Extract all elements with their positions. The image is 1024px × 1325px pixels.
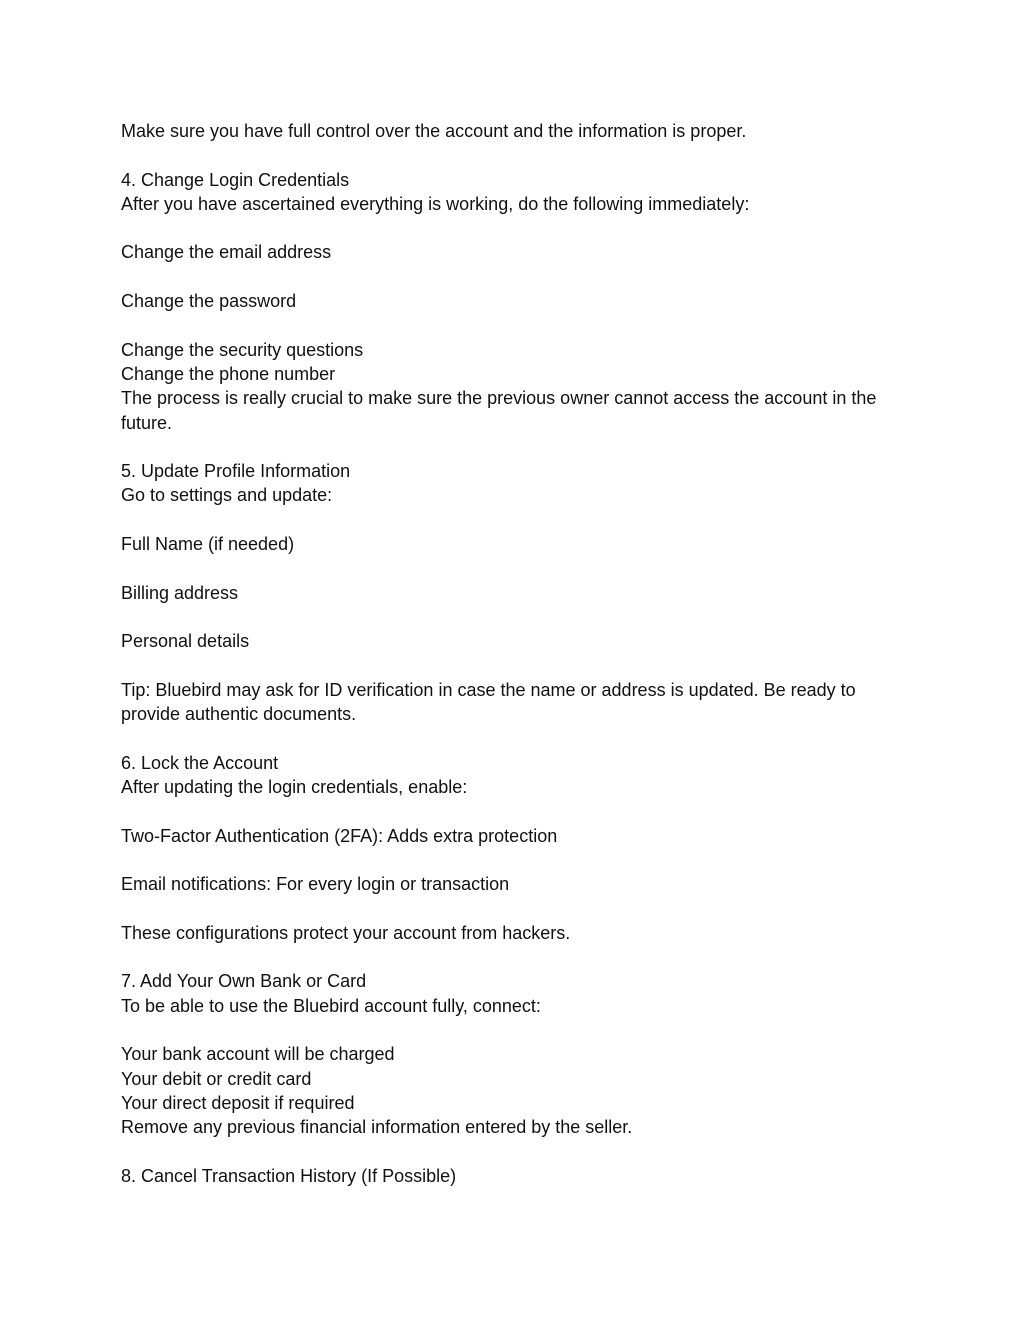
paragraph: Remove any previous financial information entered by the seller.	[121, 1117, 633, 1138]
list-item: Email notifications: For every login or transaction	[121, 874, 510, 895]
paragraph: After you have ascertained everything is working, do the following immediately:	[121, 193, 750, 214]
blank-line	[121, 799, 911, 823]
blank-line	[121, 265, 911, 289]
paragraph: To be able to use the Bluebird account fully, connect:	[121, 995, 541, 1016]
blank-line	[121, 897, 911, 921]
blank-line	[121, 848, 911, 872]
paragraph: These configurations protect your account from hackers.	[121, 922, 571, 943]
paragraph: Go to settings and update:	[121, 485, 333, 506]
paragraph: Make sure you have full control over the account and the information is proper.	[121, 121, 747, 141]
list-item: Change the phone number	[121, 363, 336, 384]
section-heading: 7. Add Your Own Bank or Card	[121, 971, 367, 992]
blank-line	[121, 726, 911, 750]
blank-line	[121, 508, 911, 532]
section-heading: 4. Change Login Credentials	[121, 169, 350, 190]
list-item: Your direct deposit if required	[121, 1092, 355, 1113]
blank-line	[121, 556, 911, 580]
blank-line	[121, 143, 911, 167]
blank-line	[121, 945, 911, 969]
blank-line	[121, 435, 911, 459]
blank-line	[121, 216, 911, 240]
list-item: Change the security questions	[121, 339, 364, 360]
blank-line	[121, 313, 911, 337]
list-item: Change the email address	[121, 242, 332, 263]
tip-paragraph: Tip: Bluebird may ask for ID verification in case the name or address is updated. Be ready to provide authentic documents.	[121, 679, 856, 725]
list-item: Billing address	[121, 582, 239, 603]
list-item: Full Name (if needed)	[121, 534, 295, 555]
blank-line	[121, 654, 911, 678]
list-item: Your bank account will be charged	[121, 1044, 395, 1065]
section-heading: 8. Cancel Transaction History (If Possible)	[121, 1165, 457, 1186]
list-item: Your debit or credit card	[121, 1068, 312, 1089]
blank-line	[121, 605, 911, 629]
section-heading: 6. Lock the Account	[121, 752, 279, 773]
blank-line	[121, 1018, 911, 1042]
blank-line	[121, 1139, 911, 1163]
section-heading: 5. Update Profile Information	[121, 461, 351, 482]
paragraph: After updating the login credentials, enable:	[121, 777, 468, 798]
list-item: Two-Factor Authentication (2FA): Adds extra protection	[121, 825, 558, 846]
list-item: Personal details	[121, 631, 250, 652]
list-item: Change the password	[121, 291, 297, 312]
document-body	[121, 119, 911, 1188]
paragraph: The process is really crucial to make sure the previous owner cannot access the account in the future.	[121, 388, 877, 433]
